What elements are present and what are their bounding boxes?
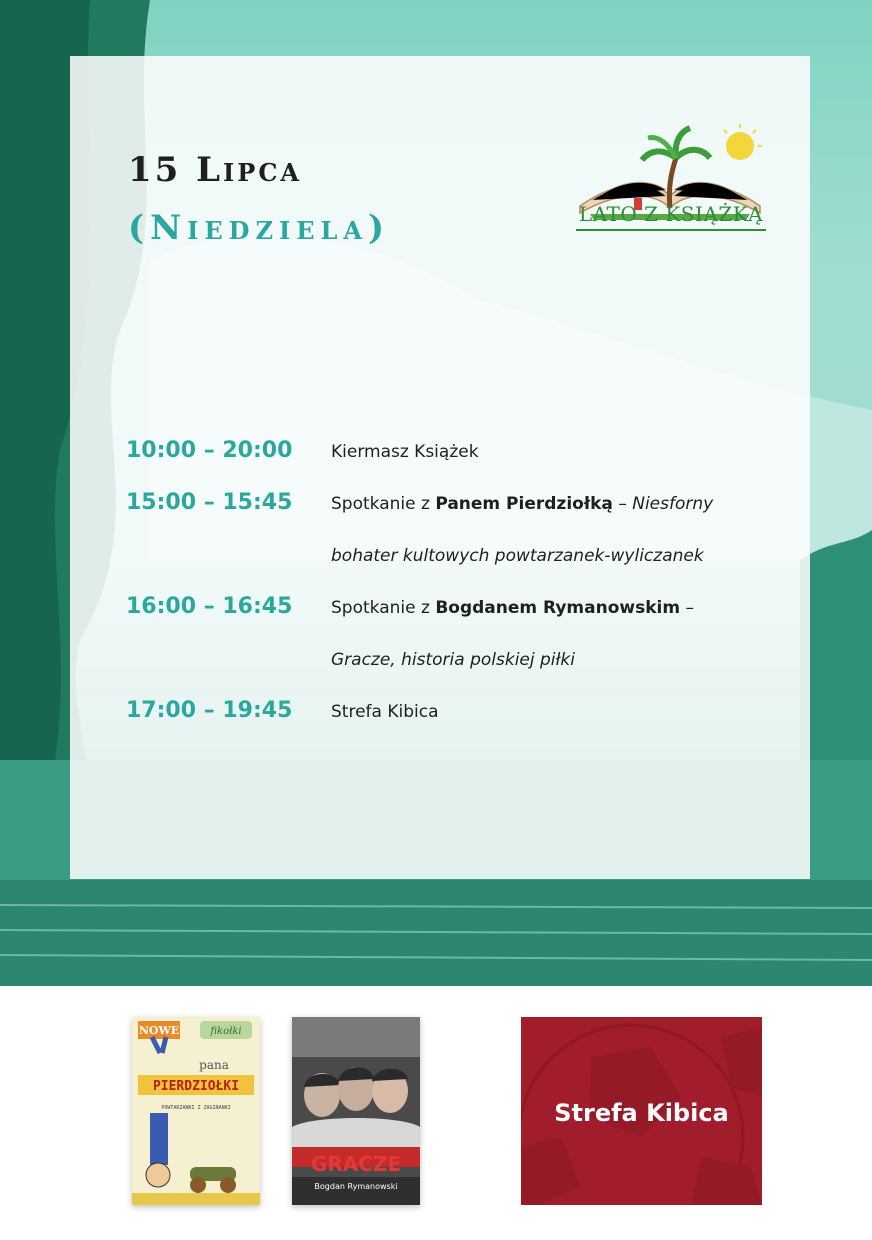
schedule-list — [126, 436, 766, 748]
schedule-time: 16:00 – 16:45 — [126, 594, 293, 619]
schedule-description: Strefa Kibica — [331, 702, 439, 722]
schedule-item — [126, 696, 766, 748]
schedule-item-continuation — [126, 644, 766, 696]
schedule-description: Spotkanie z Bogdanem Rymanowskim – — [331, 598, 694, 618]
fan-zone-tile[interactable] — [521, 1017, 762, 1205]
book1-word1: NOWE — [138, 1024, 180, 1037]
book-cover-gracze[interactable] — [292, 1017, 420, 1205]
book2-author: Bogdan Rymanowski — [314, 1182, 398, 1191]
schedule-time: 15:00 – 15:45 — [126, 490, 293, 515]
weekday-title: (Niedziela) — [128, 208, 391, 248]
schedule-item — [126, 436, 766, 488]
schedule-item-continuation — [126, 540, 766, 592]
fan-zone-label: Strefa Kibica — [554, 1099, 729, 1127]
schedule-item — [126, 488, 766, 540]
schedule-description: Kiermasz Książek — [331, 442, 479, 462]
book-cover-illustration — [132, 1017, 260, 1205]
book1-word2: fikołki — [210, 1026, 242, 1037]
logo-text: LATO Z KSIĄŻKĄ — [576, 202, 766, 231]
book-cover-illustration — [292, 1017, 420, 1205]
book1-subtitle: POWTARZANKI Z ZAGINANKI — [161, 1105, 231, 1111]
schedule-time: 17:00 – 19:45 — [126, 698, 293, 723]
schedule-card — [70, 56, 810, 879]
book1-title: PIERDZIOŁKI — [152, 1079, 240, 1094]
book2-title: GRACZE — [310, 1152, 402, 1176]
schedule-description: Spotkanie z Panem Pierdziołką – Niesforny — [331, 494, 714, 514]
schedule-time: 10:00 – 20:00 — [126, 438, 293, 463]
book1-word3: pana — [199, 1058, 229, 1072]
book-cover-pierdziolki[interactable] — [132, 1017, 260, 1205]
schedule-description-line2: bohater kultowych powtarzanek-wyliczanek — [331, 546, 704, 566]
date-title: 15 Lipca — [128, 150, 303, 190]
schedule-description-line2: Gracze, historia polskiej piłki — [331, 650, 575, 670]
schedule-item — [126, 592, 766, 644]
